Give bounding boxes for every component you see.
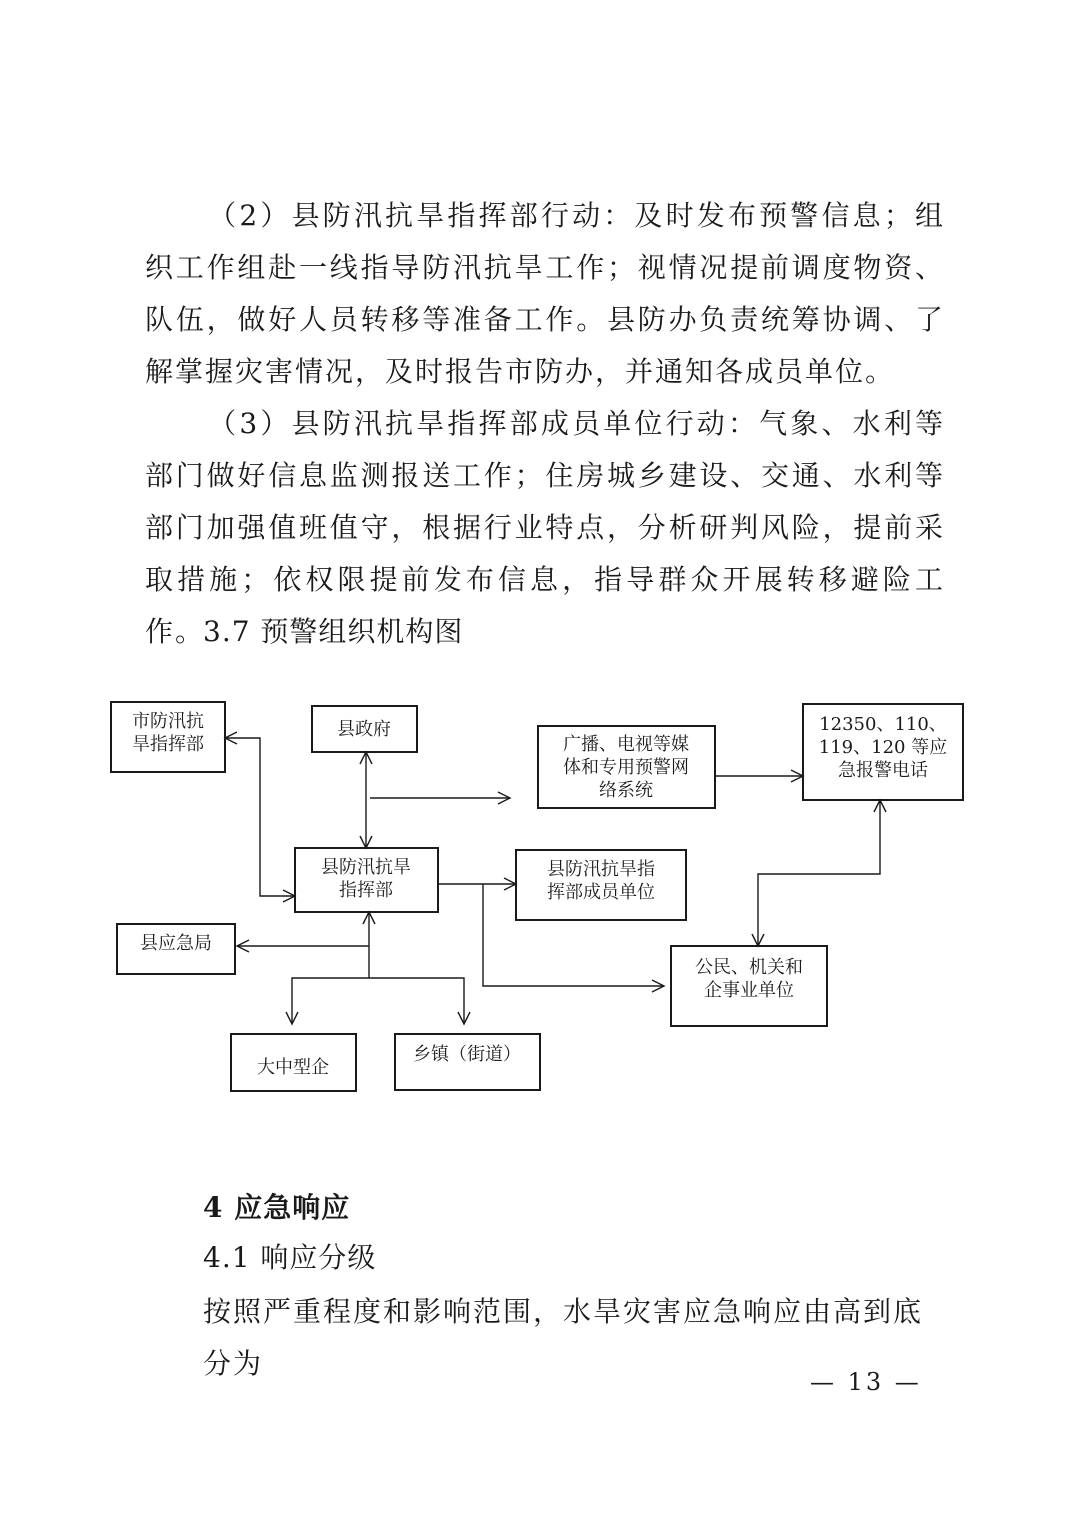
page-number: — 13 — — [810, 1368, 922, 1396]
connector-hotline-to-citizens — [752, 800, 886, 946]
svg-text:县应急局: 县应急局 — [140, 933, 212, 954]
svg-text:县防汛抗旱指: 县防汛抗旱指 — [547, 859, 655, 880]
connector-city-hq-to-county-hq — [225, 732, 295, 902]
section-heading-4-1: 4.1 响应分级 — [203, 1241, 377, 1274]
connector-broadcast-to-hotline — [715, 770, 803, 782]
warning-org-chart — [0, 690, 1074, 1110]
paragraph-response-levels: 按照严重程度和影响范围，水旱灾害应急响应由高到底分为 — [203, 1295, 924, 1380]
box-city-flood-hq — [111, 702, 225, 772]
connector-to-emergency-bureau — [237, 940, 369, 952]
svg-text:急报警电话: 急报警电话 — [838, 760, 928, 781]
box-county-emergency-bureau — [117, 924, 235, 974]
svg-text:公民、机关和: 公民、机关和 — [695, 957, 803, 978]
connector-hq-down-bus — [363, 912, 375, 978]
svg-text:市防汛抗: 市防汛抗 — [132, 711, 204, 732]
svg-text:广播、电视等媒: 广播、电视等媒 — [563, 734, 689, 755]
svg-text:119、120 等应: 119、120 等应 — [818, 737, 948, 758]
box-hq-member-units — [516, 850, 686, 920]
box-county-government — [312, 706, 417, 752]
connector-hq-to-members — [438, 878, 516, 890]
svg-text:12350、110、: 12350、110、 — [819, 714, 947, 735]
connector-to-enterprises-and-towns — [286, 978, 470, 1024]
paragraph-county-hq-action: （2）县防汛抗旱指挥部行动：及时发布预警信息；组织工作组赴一线指导防汛抗旱工作；视情况提前调度物资、队伍，做好人员转移等准备工作。县防办负责统筹协调、了解掌握灾害情况，及时报告市防办，并通知各成员单位。 — [145, 199, 945, 388]
svg-text:企事业单位: 企事业单位 — [704, 980, 794, 1001]
section-heading-3-7: 3.7 预警组织机构图 — [203, 615, 464, 648]
svg-text:县政府: 县政府 — [337, 719, 391, 740]
box-citizens-institutions — [671, 946, 827, 1026]
box-emergency-hotlines — [803, 704, 963, 800]
svg-text:大中型企: 大中型企 — [257, 1057, 329, 1078]
svg-text:乡镇（街道）: 乡镇（街道） — [413, 1044, 521, 1065]
box-broadcast-system — [538, 726, 715, 808]
svg-text:挥部成员单位: 挥部成员单位 — [547, 882, 655, 903]
box-county-flood-hq — [295, 848, 438, 912]
box-large-enterprises — [231, 1034, 356, 1091]
paragraph-member-units-action: （3）县防汛抗旱指挥部成员单位行动：气象、水利等部门做好信息监测报送工作；住房城乡建设、交通、水利等部门加强值班值守，根据行业特点，分析研判风险，提前采取措施；依权限提前发布信息，指导群众开展转移避险工作。 — [145, 407, 945, 648]
svg-text:络系统: 络系统 — [599, 780, 653, 801]
svg-text:体和专用预警网: 体和专用预警网 — [563, 757, 689, 778]
svg-text:县防汛抗旱: 县防汛抗旱 — [321, 857, 411, 878]
svg-text:旱指挥部: 旱指挥部 — [132, 734, 204, 755]
svg-text:指挥部: 指挥部 — [339, 880, 393, 901]
connector-gov-to-hq — [360, 752, 372, 848]
connector-gov-to-broadcast — [370, 792, 510, 804]
section-heading-4: 4 应急响应 — [203, 1191, 351, 1224]
box-towns-streets — [395, 1034, 540, 1090]
